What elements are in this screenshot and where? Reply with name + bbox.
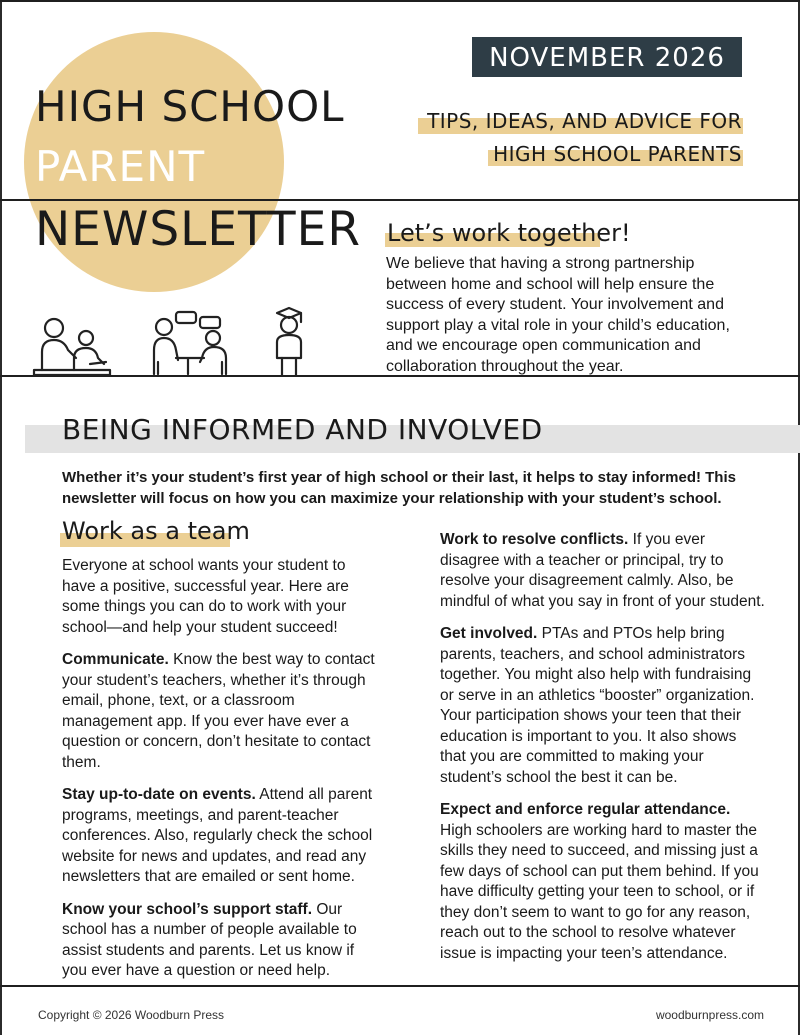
graduate-icon [277, 308, 301, 375]
intro-body: We believe that having a strong partnership between home and school will help ensure the success of every student. Your involvement and support play a vital role in your child’s education, and we encourage open communication and collaboration throughout the year. [386, 255, 730, 375]
tip-attendance [440, 800, 765, 964]
tip-title: Work to resolve conflicts. [440, 531, 629, 548]
tip-title: Stay up-to-date on events. [62, 786, 256, 803]
tip-text: Know the best way to contact your student’s teachers, whether it’s through email, phone, text, or a classroom management app. If you ever have ever a question or concern, don’t hesitate to contact them. [62, 651, 375, 771]
section-lead: Whether it’s your student’s first year of high school or their last, it helps to stay informed! This newsletter will focus on how you can maximize your relationship with your student’s school. [62, 469, 736, 507]
illustration-icons [30, 300, 320, 380]
tip-text: Attend all parent programs, meetings, and parent-teacher conferences. Also, regularly check the school website for news and updates, and read any newsletters that are emailed or sent home. [62, 786, 373, 885]
work-heading: Work as a team [62, 517, 250, 545]
divider-header [0, 199, 800, 201]
title-line-3: NEWSLETTER [35, 202, 361, 257]
footer-copyright: Copyright © 2026 Woodburn Press [38, 1008, 225, 1022]
tip-title: Expect and enforce regular attendance. [440, 801, 731, 818]
tip-text: PTAs and PTOs help bring parents, teachers, and school administrators together. You might also help with fundraising or serve in an athletics “booster” organization. Your participation shows your teen that their education is important to you. It also shows that you are committed to making your student’s school the best it can be. [440, 625, 755, 786]
divider-top [0, 0, 800, 2]
tip-communicate [62, 650, 380, 773]
tip-events [62, 785, 380, 888]
intro-heading: Let’s work together! [387, 219, 631, 247]
parent-helping-student-icon [34, 319, 110, 375]
work-intro: Everyone at school wants your student to have a positive, successful year. Here are some things you can do to work with your school—and help your student succeed! [62, 557, 349, 636]
tagline-line-1: TIPS, IDEAS, AND ADVICE FOR [427, 109, 742, 133]
tip-text: High schoolers are working hard to master the skills they need to succeed, and missing just a few days of school can put them behind. If you have difficulty getting your teen to school, or if they don’t seem to want to go for any reason, reach out to the school to resolve whatever issue is impacting your teen’s attendance. [440, 821, 759, 962]
tip-text: Our school has a number of people available to assist students and parents. Let us know if you ever have a question or need help. [62, 900, 357, 979]
column-left [62, 556, 380, 994]
title-line-1: HIGH SCHOOL [35, 82, 345, 131]
title-line-2: PARENT [35, 142, 206, 191]
tip-title: Know your school’s support staff. [62, 900, 313, 918]
tip-text: If you ever disagree with a teacher or principal, try to resolve your disagreement calmly. Also, be mindful of what you say in front of your student. [440, 531, 765, 610]
tip-title: Communicate. [62, 651, 169, 668]
tagline-line-2: HIGH SCHOOL PARENTS [493, 142, 742, 166]
issue-date: NOVEMBER 2026 [489, 43, 725, 73]
page-border-left [0, 0, 2, 1035]
tip-title: Get involved. [440, 625, 538, 642]
column-right [440, 530, 765, 976]
tip-get-involved [440, 624, 765, 788]
section-title: BEING INFORMED AND INVOLVED [62, 413, 543, 446]
group-discussion-icon [154, 312, 226, 374]
tip-conflicts [440, 530, 765, 612]
tip-support-staff [62, 900, 380, 982]
footer-website[interactable]: woodburnpress.com [655, 1008, 764, 1022]
